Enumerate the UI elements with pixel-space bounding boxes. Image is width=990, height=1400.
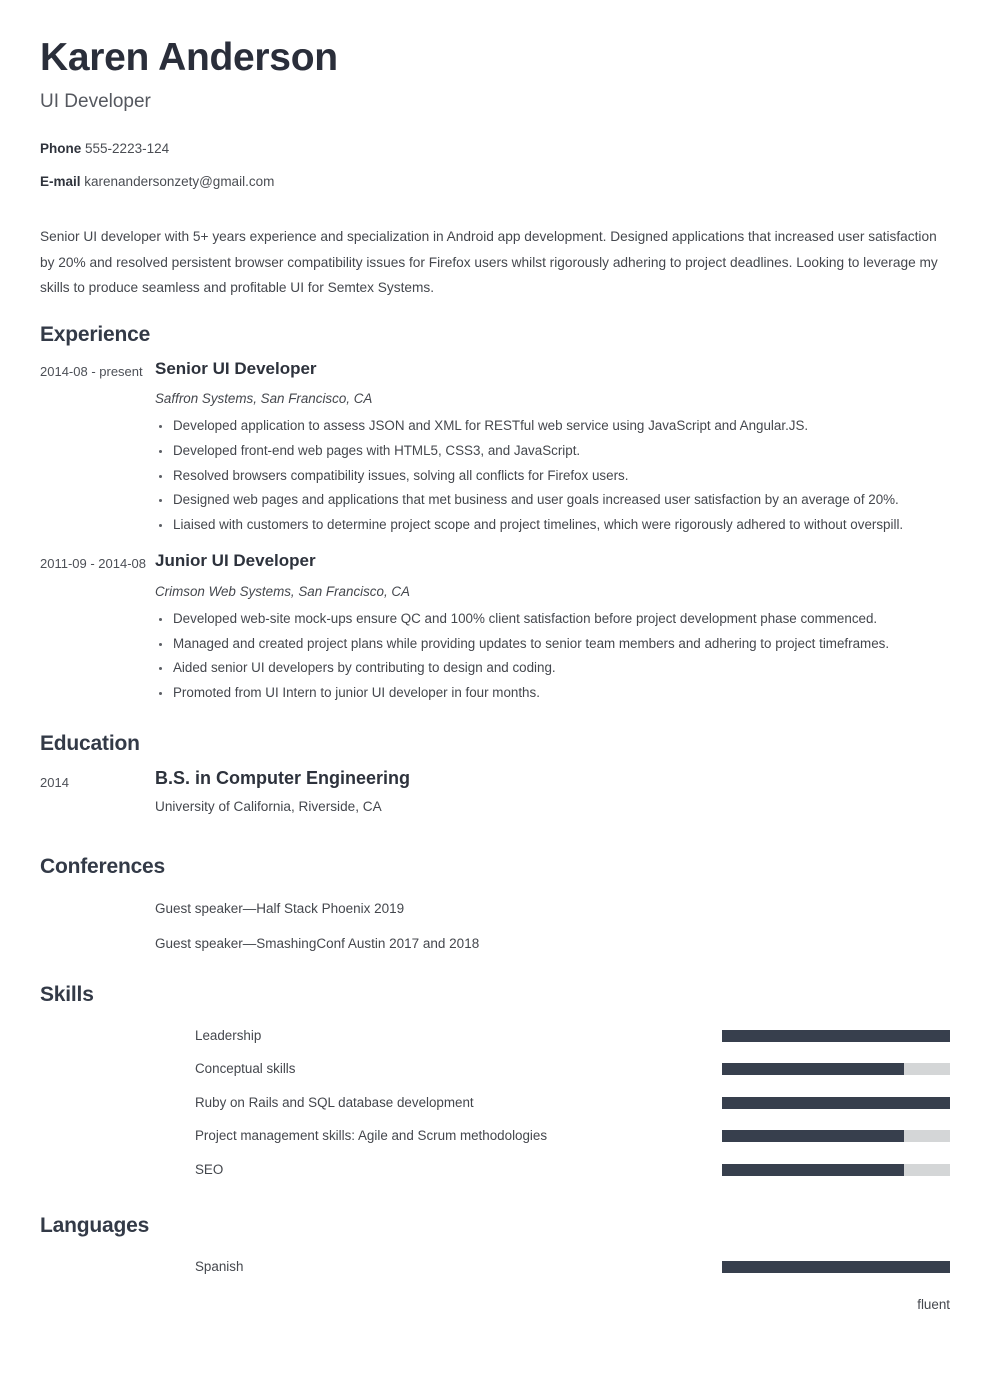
contact-label-phone: Phone	[40, 140, 82, 156]
bullet-item: Developed front-end web pages with HTML5, CSS3, and JavaScript.	[155, 439, 950, 464]
skill-bar-track	[722, 1164, 950, 1176]
bullet-item: Aided senior UI developers by contributing to design and coding.	[155, 656, 950, 681]
contact-value-email[interactable]: karenandersonzety@gmail.com	[84, 173, 275, 189]
skill-bar-track	[722, 1130, 950, 1142]
skill-bar-fill	[722, 1164, 904, 1176]
bullet-item: Developed application to assess JSON and XML for RESTful web service using JavaScript and Angular.JS.	[155, 414, 950, 439]
skill-bar-fill	[722, 1063, 904, 1075]
language-label: Spanish	[195, 1259, 244, 1275]
section-education	[0, 732, 990, 823]
section-title-skills: Skills	[40, 982, 94, 1006]
experience-entry-date: 2011-09 - 2014-08	[40, 556, 147, 572]
skill-bar-fill	[722, 1030, 950, 1042]
skill-label: Project management skills: Agile and Scrum methodologies	[195, 1128, 548, 1144]
section-conferences	[0, 855, 990, 953]
experience-entry-bullets	[155, 607, 950, 705]
education-entry	[0, 768, 990, 823]
conference-item: Guest speaker—SmashingConf Austin 2017 and 2018	[155, 936, 480, 952]
contact-block	[40, 141, 950, 190]
education-entry-degree: B.S. in Computer Engineering	[155, 767, 411, 788]
bullet-item: Managed and created project plans while providing updates to senior team members and adhering to project timeframes.	[155, 632, 950, 657]
skill-row	[0, 1052, 990, 1086]
section-title-conferences: Conferences	[40, 854, 166, 878]
skill-row	[0, 1019, 990, 1053]
resume-header	[0, 0, 990, 190]
contact-value-phone[interactable]: 555-2223-124	[85, 140, 170, 156]
language-proficiency-note: fluent	[917, 1296, 950, 1312]
section-title-languages: Languages	[40, 1214, 150, 1238]
contact-row-email	[40, 174, 950, 190]
language-row	[0, 1250, 990, 1284]
section-title-education: Education	[40, 731, 140, 755]
experience-entry-title: Senior UI Developer	[155, 358, 317, 378]
bullet-item: Liaised with customers to determine project scope and project timelines, which were rigorously adhered to without overspill.	[155, 513, 950, 538]
experience-entry	[0, 551, 990, 705]
skill-bar-track	[722, 1030, 950, 1042]
education-entry-body	[155, 768, 990, 823]
section-experience	[0, 323, 990, 706]
education-entry-date: 2014	[40, 774, 69, 790]
contact-label-email: E-mail	[40, 173, 81, 189]
bullet-item: Developed web-site mock-ups ensure QC and 100% client satisfaction before project development phase commenced.	[155, 607, 950, 632]
conference-item: Guest speaker—Half Stack Phoenix 2019	[155, 900, 405, 916]
professional-summary: Senior UI developer with 5+ years experience and specialization in Android app development. Designed applications that increased user satisfaction by 20% and resolved persistent browser compatibility issues for Firefox users whilst rigorously adhering to project deadlines. Looking to leverage my skills to produce seamless and profitable UI for Semtex Systems.	[40, 229, 938, 296]
skill-row	[0, 1086, 990, 1120]
conferences-entry	[0, 891, 990, 953]
bullet-item: Promoted from UI Intern to junior UI developer in four months.	[155, 681, 950, 706]
experience-entry-body	[155, 359, 990, 538]
section-title-experience: Experience	[40, 322, 151, 346]
experience-entry-body	[155, 551, 990, 705]
skill-bar-track	[722, 1097, 950, 1109]
skill-row	[0, 1119, 990, 1153]
skill-bar-fill	[722, 1130, 904, 1142]
candidate-name: Karen Anderson	[40, 36, 338, 79]
candidate-job-title: UI Developer	[40, 90, 151, 112]
experience-entry-company: Saffron Systems, San Francisco, CA	[155, 391, 373, 406]
language-bar-track	[722, 1261, 950, 1273]
section-languages	[0, 1214, 990, 1312]
skill-label: Conceptual skills	[195, 1061, 296, 1077]
conferences-entry-date	[0, 891, 155, 895]
contact-row-phone	[40, 141, 950, 157]
skill-label: SEO	[195, 1161, 224, 1177]
skill-bar-track	[722, 1063, 950, 1075]
experience-entry-title: Junior UI Developer	[155, 551, 316, 571]
skill-bar-fill	[722, 1097, 950, 1109]
experience-entry-company: Crimson Web Systems, San Francisco, CA	[155, 583, 410, 599]
skill-label: Leadership	[195, 1027, 262, 1043]
skill-row	[0, 1153, 990, 1187]
language-bar-fill	[722, 1261, 950, 1273]
experience-entry-bullets	[155, 414, 950, 537]
section-skills	[0, 983, 990, 1187]
skill-label: Ruby on Rails and SQL database development	[195, 1094, 474, 1110]
experience-entry	[0, 359, 990, 538]
bullet-item: Designed web pages and applications that met business and user goals increased user satisfaction by an average of 20%.	[155, 488, 950, 513]
bullet-item: Resolved browsers compatibility issues, solving all conflicts for Firefox users.	[155, 464, 950, 489]
education-entry-school: University of California, Riverside, CA	[155, 799, 382, 815]
experience-entry-date: 2014-08 - present	[40, 363, 143, 379]
conferences-entry-body	[155, 891, 990, 953]
